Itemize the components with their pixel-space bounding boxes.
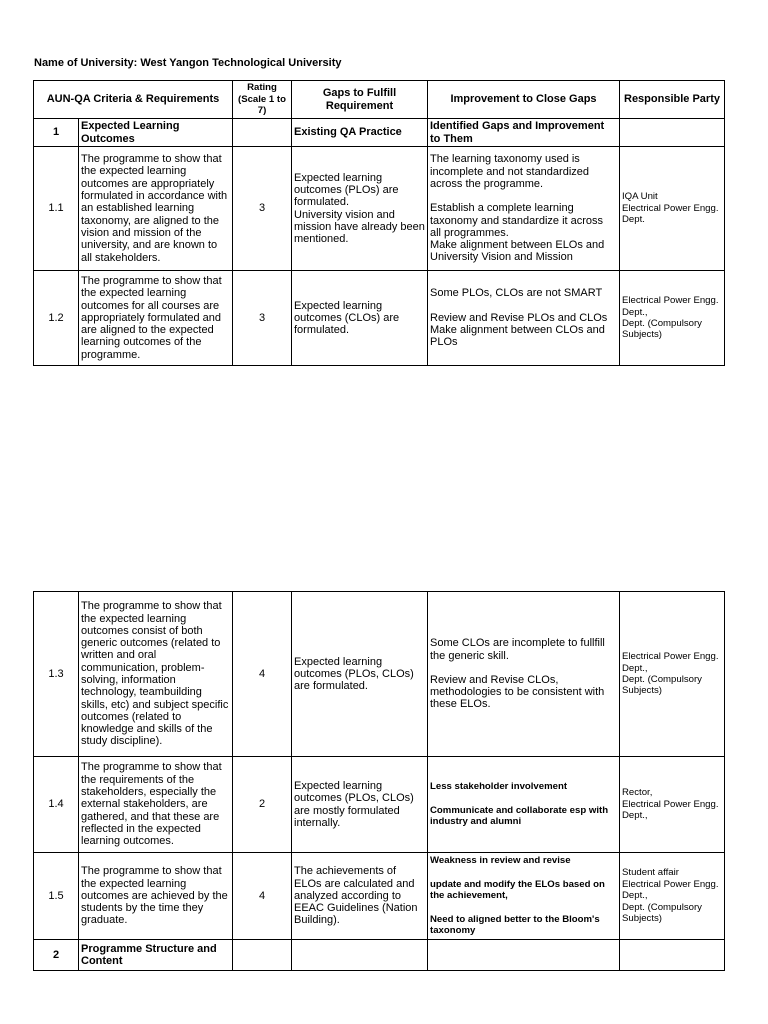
requirement-text: The programme to show that the expected learning outcomes for all courses are appropriately formulated and are aligned to the expected learning outcomes of the programme. xyxy=(79,271,233,366)
header-party: Responsible Party xyxy=(620,81,725,119)
row-number: 1.3 xyxy=(34,592,79,757)
party-cell: Rector, Electrical Power Engg. Dept., xyxy=(620,757,725,853)
requirement-text: The programme to show that the requirements of the stakeholders, especially the external stakeholders, are gathered, and that these are reflected in the expected learning outcomes. xyxy=(79,757,233,853)
requirement-text: The programme to show that the expected learning outcomes are appropriately formulated in accordance with an established learning taxonomy, are aligned to the vision and mission of the university, and are known to all stakeholders. xyxy=(79,147,233,271)
section-title: Expected Learning Outcomes xyxy=(79,119,233,147)
qa-table-page-1 xyxy=(33,80,725,366)
header-row xyxy=(34,81,725,119)
section-number: 2 xyxy=(34,940,79,971)
gaps-cell: Expected learning outcomes (CLOs) are formulated. xyxy=(292,271,428,366)
university-name: Name of University: West Yangon Technological University xyxy=(34,57,342,69)
row-number: 1.5 xyxy=(34,853,79,940)
improvement-cell: Less stakeholder involvement Communicate and collaborate esp with industry and alumni xyxy=(428,757,620,853)
improvement-cell: The learning taxonomy used is incomplete and not standardized across the programme. Establish a complete learning taxonomy and standardize it across all programmes. Make alignment between ELOs and University Vision and Mission xyxy=(428,147,620,271)
party-cell: Electrical Power Engg. Dept., Dept. (Compulsory Subjects) xyxy=(620,271,725,366)
improvement-cell: Some CLOs are incomplete to fullfill the generic skill. Review and Revise CLOs, methodologies to be consistent with these ELOs. xyxy=(428,592,620,757)
requirement-text: The programme to show that the expected learning outcomes are achieved by the students by the time they graduate. xyxy=(79,853,233,940)
existing-qa-label: Existing QA Practice xyxy=(292,119,428,147)
table-row xyxy=(34,757,725,853)
header-criteria: AUN-QA Criteria & Requirements xyxy=(34,81,233,119)
table-row xyxy=(34,592,725,757)
section-number: 1 xyxy=(34,119,79,147)
gaps-cell: The achievements of ELOs are calculated and analyzed according to EEAC Guidelines (Nation Building). xyxy=(292,853,428,940)
table-row xyxy=(34,147,725,271)
section-row xyxy=(34,119,725,147)
identified-gaps-label: Identified Gaps and Improvement to Them xyxy=(428,119,620,147)
table-row xyxy=(34,853,725,940)
gaps-cell: Expected learning outcomes (PLOs) are formulated. University vision and mission have already been mentioned. xyxy=(292,147,428,271)
table-row xyxy=(34,271,725,366)
row-number: 1.4 xyxy=(34,757,79,853)
rating-value: 3 xyxy=(233,271,292,366)
rating-value: 2 xyxy=(233,757,292,853)
row-number: 1.2 xyxy=(34,271,79,366)
gaps-cell: Expected learning outcomes (PLOs, CLOs) are formulated. xyxy=(292,592,428,757)
improvement-cell: Some PLOs, CLOs are not SMART Review and Revise PLOs and CLOs Make alignment between CLOs and PLOs xyxy=(428,271,620,366)
header-rating: Rating (Scale 1 to 7) xyxy=(233,81,292,119)
gaps-cell: Expected learning outcomes (PLOs, CLOs) are mostly formulated internally. xyxy=(292,757,428,853)
requirement-text: The programme to show that the expected learning outcomes consist of both generic outcomes (related to written and oral communication, problem-solving, information technology, teambuilding skills, etc) and subject specific outcomes (related to knowledge and skills of the study discipline). xyxy=(79,592,233,757)
rating-value: 3 xyxy=(233,147,292,271)
row-number: 1.1 xyxy=(34,147,79,271)
rating-value: 4 xyxy=(233,592,292,757)
party-cell: Electrical Power Engg. Dept., Dept. (Compulsory Subjects) xyxy=(620,592,725,757)
improvement-cell: Weakness in review and revise update and modify the ELOs based on the achievement, Need to aligned better to the Bloom's taxonomy xyxy=(428,853,620,940)
party-cell: Student affair Electrical Power Engg. Dept., Dept. (Compulsory Subjects) xyxy=(620,853,725,940)
rating-value: 4 xyxy=(233,853,292,940)
header-improvement: Improvement to Close Gaps xyxy=(428,81,620,119)
party-cell: IQA Unit Electrical Power Engg. Dept. xyxy=(620,147,725,271)
qa-table-page-2 xyxy=(33,591,725,971)
section-title: Programme Structure and Content xyxy=(79,940,233,971)
header-gaps: Gaps to Fulfill Requirement xyxy=(292,81,428,119)
section-row xyxy=(34,940,725,971)
